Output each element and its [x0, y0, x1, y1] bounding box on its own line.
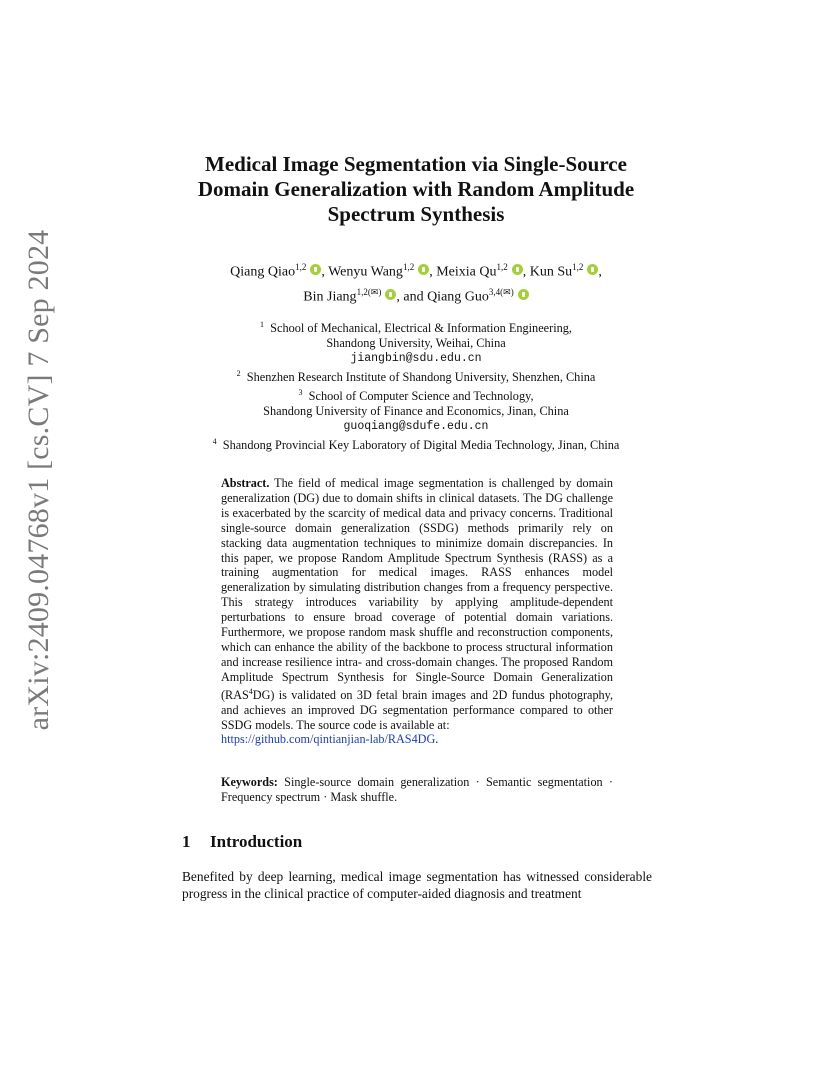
orcid-icon[interactable] — [418, 264, 429, 275]
author-list-line1 — [150, 262, 682, 281]
intro-paragraph: Benefited by deep learning, medical image segmentation has witnessed considerable progress in the clinical practice of computer-aided diagnosis and treatment — [182, 869, 652, 901]
orcid-icon[interactable] — [512, 264, 523, 275]
email[interactable]: guoqiang@sdufe.edu.cn — [343, 420, 489, 434]
author-name: , Kun Su — [522, 264, 573, 280]
author-affil: 3,4(✉) — [488, 287, 514, 297]
author-name: , Wenyu Wang — [321, 264, 403, 280]
orcid-icon[interactable] — [518, 289, 529, 300]
title-line: Medical Image Segmentation via Single-Source — [205, 152, 627, 176]
affil-marker: 3 — [298, 388, 303, 398]
keywords-label: Keywords: — [221, 775, 278, 789]
abstract — [221, 476, 613, 747]
author-affil: 1,2 — [496, 262, 508, 272]
affil-text: School of Computer Science and Technology, — [308, 389, 534, 404]
affil-text: Shandong University of Finance and Economics, Jinan, China — [263, 404, 569, 419]
author-affil: 1,2 — [402, 262, 415, 272]
affiliation-1 — [150, 317, 682, 336]
affil-marker: 2 — [236, 369, 241, 379]
author-separator: , — [598, 264, 602, 280]
arxiv-stamp-text: arXiv:2409.04768v1 [cs.CV] 7 Sep 2024 — [22, 229, 55, 731]
keywords — [221, 775, 613, 805]
author-list-line2 — [150, 287, 682, 306]
abstract-end: . — [435, 732, 439, 747]
section-number: 1 — [182, 832, 191, 851]
email[interactable]: jiangbin@sdu.edu.cn — [350, 352, 482, 366]
affil-text: School of Mechanical, Electrical & Information Engineering, — [270, 321, 572, 336]
abstract-sup: 4 — [248, 686, 253, 696]
affil-marker: 4 — [212, 437, 217, 447]
source-code-link[interactable]: https://github.com/qintianjian-lab/RAS4DG — [221, 732, 436, 747]
author-affil: 1,2(✉) — [356, 287, 382, 297]
orcid-icon[interactable] — [587, 264, 598, 275]
author-name: , and Qiang Guo — [396, 289, 489, 305]
arxiv-stamp — [14, 229, 64, 731]
orcid-icon[interactable] — [310, 264, 321, 275]
affiliation-2 — [150, 366, 682, 385]
author-affil: 1,2 — [572, 262, 584, 272]
affil-text: Shandong University, Weihai, China — [326, 336, 506, 351]
affil-text: Shenzhen Research Institute of Shandong University, Shenzhen, China — [246, 370, 596, 385]
affiliation-block — [150, 317, 682, 453]
author-name: Qiang Qiao — [230, 264, 296, 280]
abstract-label: Abstract. — [221, 476, 270, 490]
section-heading — [182, 832, 302, 852]
author-name: Bin Jiang — [303, 289, 357, 305]
author-name: , Meixia Qu — [429, 264, 497, 280]
abstract-text-cont: DG) is validated on 3D fetal brain images and 2D fundus photography, and achieves an improved DG segmentation performance compared to other SSDG models. The source code is available at: — [221, 687, 613, 732]
affil-marker: 1 — [259, 320, 264, 329]
keywords-text: Single-source domain generalization · Semantic segmentation · Frequency spectrum · Mask shuffle. — [221, 775, 613, 804]
title-line: Spectrum Synthesis — [327, 202, 505, 226]
paper-title — [150, 152, 682, 227]
section-title: Introduction — [210, 832, 303, 851]
affiliation-3 — [150, 385, 682, 404]
title-line: Domain Generalization with Random Amplitude — [197, 177, 635, 201]
abstract-text: The field of medical image segmentation is challenged by domain generalization (DG) due to domain shifts in clinical datasets. The DG challenge is exacerbated by the scarcity of medical data and privacy concerns. Traditional single-source domain generalization (SSDG) methods primarily rely on stacking data augmentation techniques to minimize domain discrepancies. In this paper, we propose Random Amplitude Spectrum Synthesis (RASS) as a training augmentation for medical images. RASS enhances model generalization by simulating distribution changes from a frequency perspective. This strategy introduces variability by applying amplitude-dependent perturbations to ensure broad coverage of potential domain variations. Furthermore, we propose random mask shuffle and reconstruction components, which can enhance the ability of the backbone to process structural information and increase resilience intra- and cross-domain changes. The proposed Random Amplitude Spectrum Synthesis for Single-Source Domain Generalization (RAS — [221, 476, 613, 702]
affil-text: Shandong Provincial Key Laboratory of Digital Media Technology, Jinan, China — [222, 438, 620, 453]
orcid-icon[interactable] — [385, 289, 396, 300]
author-affil: 1,2 — [295, 262, 307, 272]
affiliation-4 — [150, 434, 682, 453]
